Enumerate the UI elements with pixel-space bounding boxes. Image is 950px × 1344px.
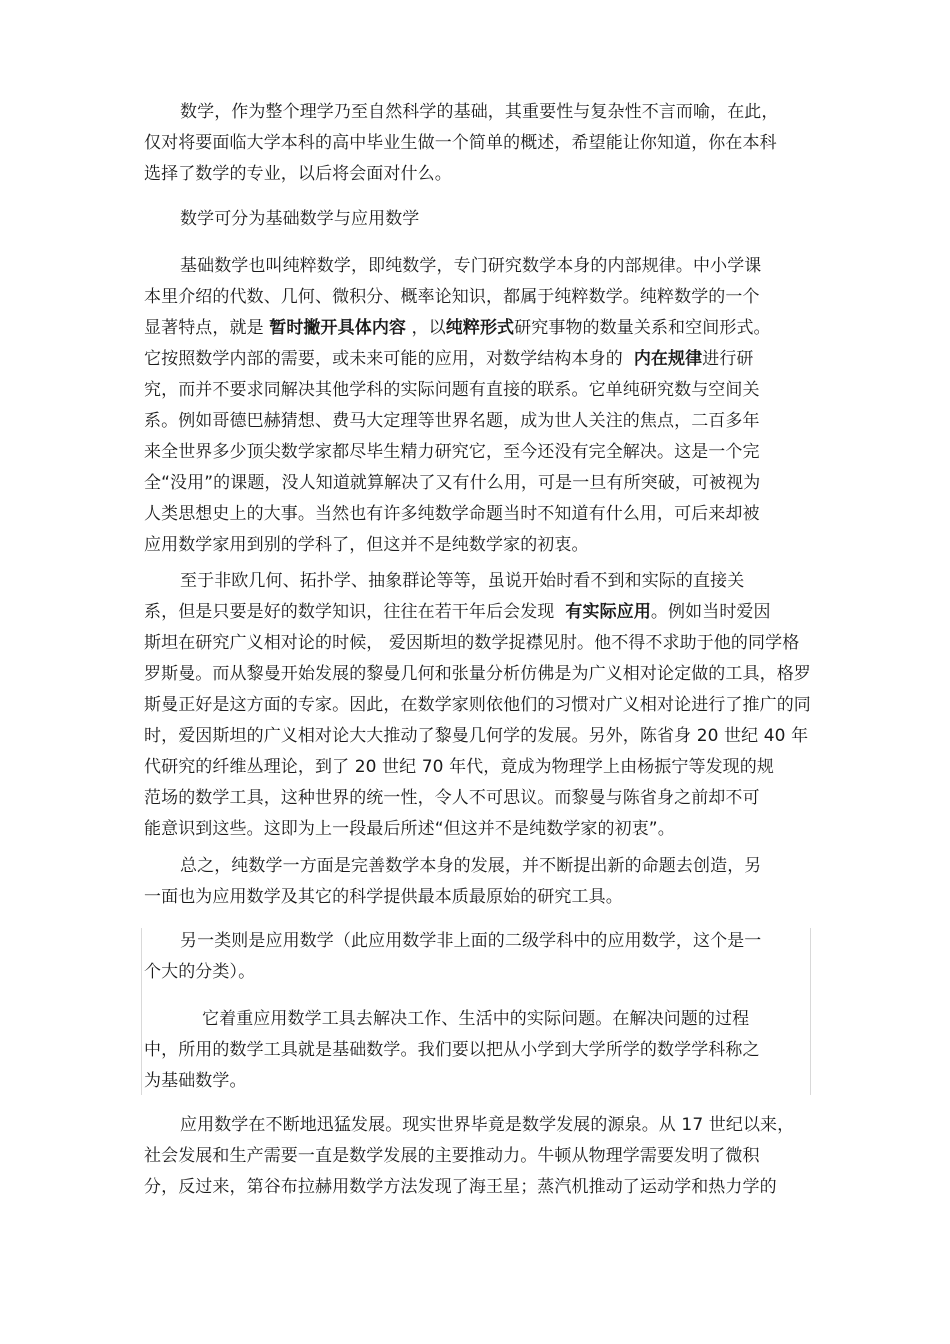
paragraph-applied-math	[144, 926, 808, 988]
text-line: 应用数学在不断地迅猛发展。现实世界毕竟是数学发展的源泉。从 17 世纪以来，	[180, 1115, 795, 1135]
text-line: 应用数学家用到别的学科了，但这并不是纯数学家的初衷。	[144, 535, 589, 555]
text-run: 进行研	[702, 349, 754, 369]
text-line: 仅对将要面临大学本科的高中毕业生做一个简单的概述，希望能让你知道，你在本科	[144, 133, 777, 153]
paragraph-non-euclidean	[144, 566, 811, 845]
text-line	[144, 344, 808, 375]
text-line: 本里介绍的代数、几何、微积分、概率论知识，都属于纯粹数学。纯粹数学的一个	[144, 287, 760, 307]
text-run: 系，但是只要是好的数学知识，往往在若干年后会发现	[144, 602, 560, 622]
text-line: 时，爱因斯坦的广义相对论大大推动了黎曼几何学的发展。另外，陈省身 20 世纪 40 年	[144, 726, 809, 746]
text-line: 究，而并不要求同解决其他学科的实际问题有直接的联系。它单纯研究数与空间关	[144, 380, 760, 400]
text-line: 人类思想史上的大事。当然也有许多纯数学命题当时不知道有什么用，可后来却被	[144, 504, 760, 524]
text-line: 另一类则是应用数学（此应用数学非上面的二级学科中的应用数学，这个是一	[180, 931, 762, 951]
text-line: 代研究的纤维丛理论，到了 20 世纪 70 年代，竟成为物理学上由杨振宁等发现的规	[144, 757, 774, 777]
paragraph-pure-math	[144, 251, 808, 561]
text-run: 研究事物的数量关系和空间形式。	[514, 318, 771, 338]
paragraph-applied-development	[144, 1110, 808, 1203]
text-line: 基础数学也叫纯粹数学，即纯数学，专门研究数学本身的内部规律。中小学课	[180, 256, 762, 276]
text-line: 罗斯曼。而从黎曼开始发展的黎曼几何和张量分析仿佛是为广义相对论定做的工具，格罗	[144, 664, 811, 684]
paragraph-intro	[144, 97, 808, 190]
text-line: 来全世界多少顶尖数学家都尽毕生精力研究它，至今还没有完全解决。这是一个完	[144, 442, 760, 462]
text-line: 它着重应用数学工具去解决工作、生活中的实际问题。在解决问题的过程	[202, 1009, 750, 1029]
text-line: 社会发展和生产需要一直是数学发展的主要推动力。牛顿从物理学需要发明了微积	[144, 1146, 760, 1166]
text-run: 。例如当时爱因	[650, 602, 771, 622]
text-run: ，以	[406, 318, 446, 338]
text-line: 选择了数学的专业，以后将会面对什么。	[144, 164, 452, 184]
text-line: 个大的分类）。	[144, 962, 256, 982]
text-line: 为基础数学。	[144, 1071, 247, 1091]
text-line: 斯坦在研究广义相对论的时候， 爱因斯坦的数学捉襟见肘。他不得不求助于他的同学格	[144, 633, 800, 653]
text-line: 斯曼正好是这方面的专家。因此，在数学家则依他们的习惯对广义相对论进行了推广的同	[144, 695, 811, 715]
text-line	[144, 313, 808, 344]
text-line: 总之，纯数学一方面是完善数学本身的发展，并不断提出新的命题去创造，另	[180, 856, 762, 876]
text-line: 中，所用的数学工具就是基础数学。我们要以把从小学到大学所学的数学学科称之	[144, 1040, 760, 1060]
text-line: 能意识到这些。这即为上一段最后所述“但这并不是纯数学家的初衷”。	[144, 819, 675, 839]
text-line: 范场的数学工具，这种世界的统一性，令人不可思议。而黎曼与陈省身之前却不可	[144, 788, 760, 808]
paragraph-summary	[144, 851, 808, 913]
bold-term: 暂时撇开具体内容	[269, 318, 407, 338]
text-line: 系。例如哥德巴赫猜想、费马大定理等世界名题，成为世人关注的焦点，二百多年	[144, 411, 760, 431]
text-line: 分，反过来，第谷布拉赫用数学方法发现了海王星；蒸汽机推动了运动学和热力学的	[144, 1177, 777, 1197]
text-run: 它按照数学内部的需要，或未来可能的应用，对数学结构本身的	[144, 349, 629, 369]
text-line: 一面也为应用数学及其它的科学提供最本质最原始的研究工具。	[144, 887, 623, 907]
text-line: 数学可分为基础数学与应用数学	[180, 209, 420, 229]
text-line: 全“没用”的课题，没人知道就算解决了又有什么用，可是一旦有所突破，可被视为	[144, 473, 761, 493]
paragraph-applied-tools	[144, 1004, 808, 1097]
text-line: 数学，作为整个理学乃至自然科学的基础，其重要性与复杂性不言而喻，在此，	[180, 102, 779, 122]
bold-term: 纯粹形式	[445, 318, 515, 338]
text-line: 至于非欧几何、拓扑学、抽象群论等等，虽说开始时看不到和实际的直接关	[180, 571, 745, 591]
text-line	[144, 597, 808, 628]
text-run: 显著特点，就是	[144, 318, 270, 338]
paragraph-classification	[144, 204, 808, 235]
bold-term: 有实际应用	[565, 602, 651, 622]
bold-term: 内在规律	[633, 349, 703, 369]
